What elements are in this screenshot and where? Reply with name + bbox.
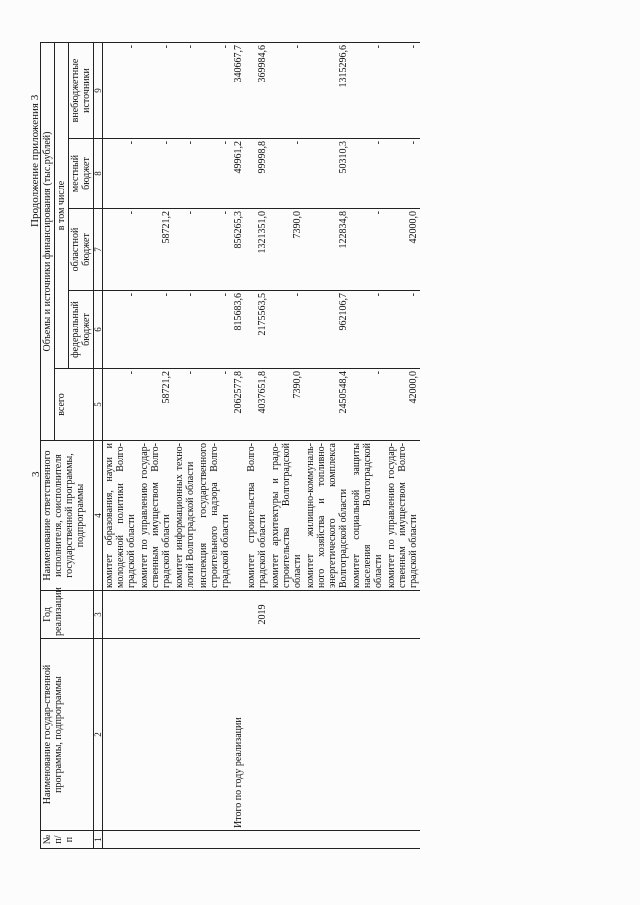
header-total: всего <box>55 369 94 441</box>
table-row <box>197 43 232 849</box>
regional-cell: - <box>197 209 232 291</box>
extra-cell: - <box>385 43 420 139</box>
extra-cell: - <box>173 43 197 139</box>
extra-cell: 369984,6 <box>245 43 269 139</box>
page-number: 3 <box>30 471 42 477</box>
column-number: 1 <box>94 831 103 849</box>
program-cell <box>350 639 385 831</box>
header-funding: Объемы и источники финансирования (тыс.рублей) <box>41 43 55 441</box>
federal-cell: - <box>350 291 385 369</box>
column-number-row <box>94 43 103 849</box>
regional-cell: 856265,3 <box>232 209 245 291</box>
year-cell <box>350 591 385 639</box>
funding-table <box>40 42 420 849</box>
executor-cell: комитет социальной защиты населения Волгоградской области <box>350 441 385 591</box>
extra-cell: - <box>269 43 304 139</box>
year-cell <box>269 591 304 639</box>
federal-cell: 815683,6 <box>232 291 245 369</box>
extra-cell: - <box>103 43 139 139</box>
column-number: 6 <box>94 291 103 369</box>
local-cell: - <box>173 139 197 209</box>
regional-cell: 122834,8 <box>304 209 350 291</box>
row-number-cell <box>173 831 197 849</box>
federal-cell: - <box>103 291 139 369</box>
executor-cell: комитет по управлению государ-ственным имуществом Волго-градской области <box>385 441 420 591</box>
regional-cell: 58721,2 <box>138 209 173 291</box>
federal-cell: - <box>385 291 420 369</box>
federal-cell: 962106,7 <box>304 291 350 369</box>
header-including: в том числе <box>55 43 69 369</box>
row-number-cell <box>197 831 232 849</box>
column-number: 7 <box>94 209 103 291</box>
local-cell: - <box>385 139 420 209</box>
program-cell <box>385 639 420 831</box>
regional-cell: - <box>350 209 385 291</box>
program-cell <box>103 639 139 831</box>
continuation-note: Продолжение приложения 3 <box>29 94 41 227</box>
federal-cell: - <box>138 291 173 369</box>
table-row <box>269 43 304 849</box>
year-cell <box>232 591 245 639</box>
table-row <box>138 43 173 849</box>
header-col-number: № п/п <box>41 831 94 849</box>
total-cell: 4037651,8 <box>245 369 269 441</box>
program-cell <box>269 639 304 831</box>
row-number-cell <box>304 831 350 849</box>
header-col-year: Год реализации <box>41 591 94 639</box>
total-label: Итого по году реализации <box>232 639 245 831</box>
row-number-cell <box>269 831 304 849</box>
year-cell <box>103 591 139 639</box>
extra-cell: - <box>350 43 385 139</box>
total-cell: 42000,0 <box>385 369 420 441</box>
column-number: 4 <box>94 441 103 591</box>
executor-cell: комитет по управлению государ-ственным имуществом Волго-градской области <box>138 441 173 591</box>
total-cell: 2450548,4 <box>304 369 350 441</box>
regional-cell: - <box>173 209 197 291</box>
header-col-program: Наименование государ-ственной программы, подпрограммы <box>41 639 94 831</box>
local-cell: - <box>197 139 232 209</box>
row-number-cell <box>385 831 420 849</box>
total-cell: 2062577,8 <box>232 369 245 441</box>
total-cell: 7390,0 <box>269 369 304 441</box>
row-number-cell <box>350 831 385 849</box>
executor-cell: комитет архитектуры и градо-строительства Волгоградской области <box>269 441 304 591</box>
year-cell <box>197 591 232 639</box>
table-row <box>173 43 197 849</box>
regional-cell: 7390,0 <box>269 209 304 291</box>
header-local: местный бюджет <box>69 139 94 209</box>
executor-cell: комитет строительства Волго-градской области <box>245 441 269 591</box>
year-cell <box>138 591 173 639</box>
local-cell: - <box>138 139 173 209</box>
year-cell <box>385 591 420 639</box>
header-col-executor: Наименование ответственного исполнителя, соисполнителя государственной программы, подпрограммы <box>41 441 94 591</box>
federal-cell: 2175563,5 <box>245 291 269 369</box>
regional-cell: - <box>103 209 139 291</box>
column-number: 5 <box>94 369 103 441</box>
executor-cell <box>232 441 245 591</box>
table-row <box>385 43 420 849</box>
program-cell <box>138 639 173 831</box>
column-number: 8 <box>94 139 103 209</box>
program-cell <box>245 639 269 831</box>
program-cell <box>197 639 232 831</box>
column-number: 3 <box>94 591 103 639</box>
row-number-cell <box>138 831 173 849</box>
table-row <box>350 43 385 849</box>
extra-cell: - <box>138 43 173 139</box>
header-federal: федеральный бюджет <box>69 291 94 369</box>
total-cell: - <box>103 369 139 441</box>
executor-cell: комитет информационных техно-логий Волгоградской области <box>173 441 197 591</box>
table-row-total <box>232 43 245 849</box>
row-number-cell <box>245 831 269 849</box>
year-cell <box>304 591 350 639</box>
federal-cell: - <box>197 291 232 369</box>
total-cell: - <box>197 369 232 441</box>
column-number: 9 <box>94 43 103 139</box>
local-cell: 49961,2 <box>232 139 245 209</box>
row-number-cell <box>232 831 245 849</box>
year-cell <box>173 591 197 639</box>
local-cell: 50310,3 <box>304 139 350 209</box>
local-cell: - <box>103 139 139 209</box>
local-cell: - <box>350 139 385 209</box>
executor-cell: комитет жилищно-коммуналь-ного хозяйства и топливно-энергетического комплекса Волгоградской области <box>304 441 350 591</box>
extra-cell: 1315296,6 <box>304 43 350 139</box>
table-row <box>245 43 269 849</box>
total-cell: - <box>173 369 197 441</box>
federal-cell: - <box>173 291 197 369</box>
regional-cell: 1321351,0 <box>245 209 269 291</box>
executor-cell: инспекция государственного строительного надзора Волго-градской области <box>197 441 232 591</box>
local-cell: 99998,8 <box>245 139 269 209</box>
header-extra: внебюджетные источники <box>69 43 94 139</box>
column-number: 2 <box>94 639 103 831</box>
extra-cell: 340667,7 <box>232 43 245 139</box>
local-cell: - <box>269 139 304 209</box>
federal-cell: - <box>269 291 304 369</box>
header-regional: областной бюджет <box>69 209 94 291</box>
executor-cell: комитет образования, науки и молодежной политики Волго-градской области <box>103 441 139 591</box>
extra-cell: - <box>197 43 232 139</box>
regional-cell: 42000,0 <box>385 209 420 291</box>
program-cell <box>173 639 197 831</box>
year-cell: 2019 <box>245 591 269 639</box>
row-number-cell <box>103 831 139 849</box>
program-cell <box>304 639 350 831</box>
table-row <box>304 43 350 849</box>
total-cell: - <box>350 369 385 441</box>
total-cell: 58721,2 <box>138 369 173 441</box>
table-row <box>103 43 139 849</box>
